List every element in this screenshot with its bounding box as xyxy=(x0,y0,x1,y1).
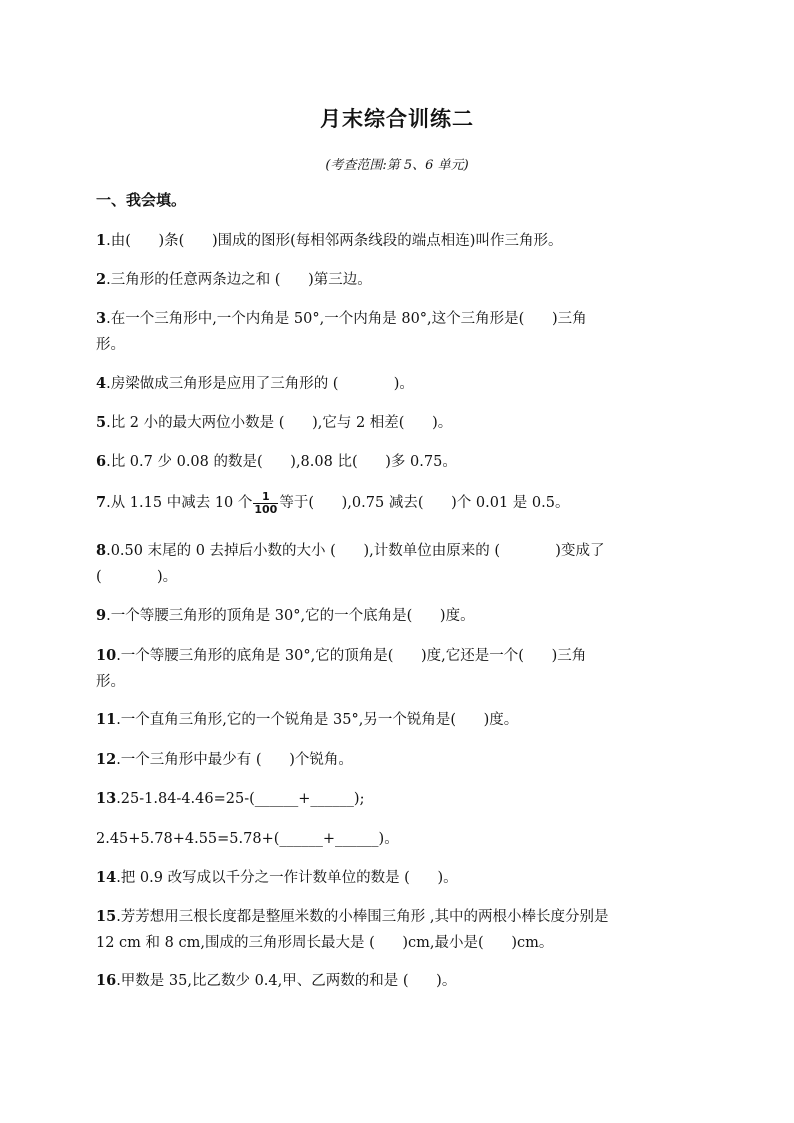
question-9: 9.一个等腰三角形的顶角是 30°,它的一个底角是( )度。 xyxy=(96,607,475,624)
question-2: 2.三角形的任意两条边之和 ( )第三边。 xyxy=(96,271,372,288)
section-heading: 一、我会填。 xyxy=(96,191,187,209)
question-10: 10.一个等腰三角形的底角是 30°,它的顶角是( )度,它还是一个( )三角 形。 xyxy=(96,647,587,690)
question-13-line-1: 13.25-1.84-4.46=25-(______+______); xyxy=(96,790,365,807)
question-5: 5.比 2 小的最大两位小数是 ( ),它与 2 相差( )。 xyxy=(96,414,453,431)
question-14: 14.把 0.9 改写成以千分之一作计数单位的数是 ( )。 xyxy=(96,869,458,886)
question-3: 3.在一个三角形中,一个内角是 50°,一个内角是 80°,这个三角形是( )三角 形。 xyxy=(96,310,587,353)
fraction-one-hundredth: $\frac{1}{100}$ xyxy=(254,489,278,516)
question-11: 11.一个直角三角形,它的一个锐角是 35°,另一个锐角是( )度。 xyxy=(96,711,519,728)
question-13-line-2: 2.45+5.78+4.55=5.78+(______+______)。 xyxy=(96,831,399,847)
question-8: 8.0.50 末尾的 0 去掉后小数的大小 ( ),计数单位由原来的 ( )变成了 ( )。 xyxy=(96,542,605,585)
page-subtitle: (考查范围:第 5、6 单元) xyxy=(325,158,469,173)
page-title: 月末综合训练二 xyxy=(320,107,474,131)
question-12: 12.一个三角形中最少有 ( )个锐角。 xyxy=(96,751,353,768)
question-7: 7.从 1.15 中减去 10 个 $\frac{1}{100}$ 等于( ),0.75 减去( )个 0.01 是 0.5。 xyxy=(96,489,570,516)
question-15: 15.芳芳想用三根长度都是整厘米数的小棒围三角形 ,其中的两根小棒长度分别是 12 cm 和 8 cm,围成的三角形周长最大是 ( )cm,最小是( )cm。 xyxy=(96,908,609,951)
question-4: 4.房梁做成三角形是应用了三角形的 ( )。 xyxy=(96,375,414,392)
question-6: 6.比 0.7 少 0.08 的数是( ),8.08 比( )多 0.75。 xyxy=(96,453,457,470)
question-1: 1.由( )条( )围成的图形(每相邻两条线段的端点相连)叫作三角形。 xyxy=(96,232,563,249)
question-16: 16.甲数是 35,比乙数少 0.4,甲、乙两数的和是 ( )。 xyxy=(96,972,457,989)
